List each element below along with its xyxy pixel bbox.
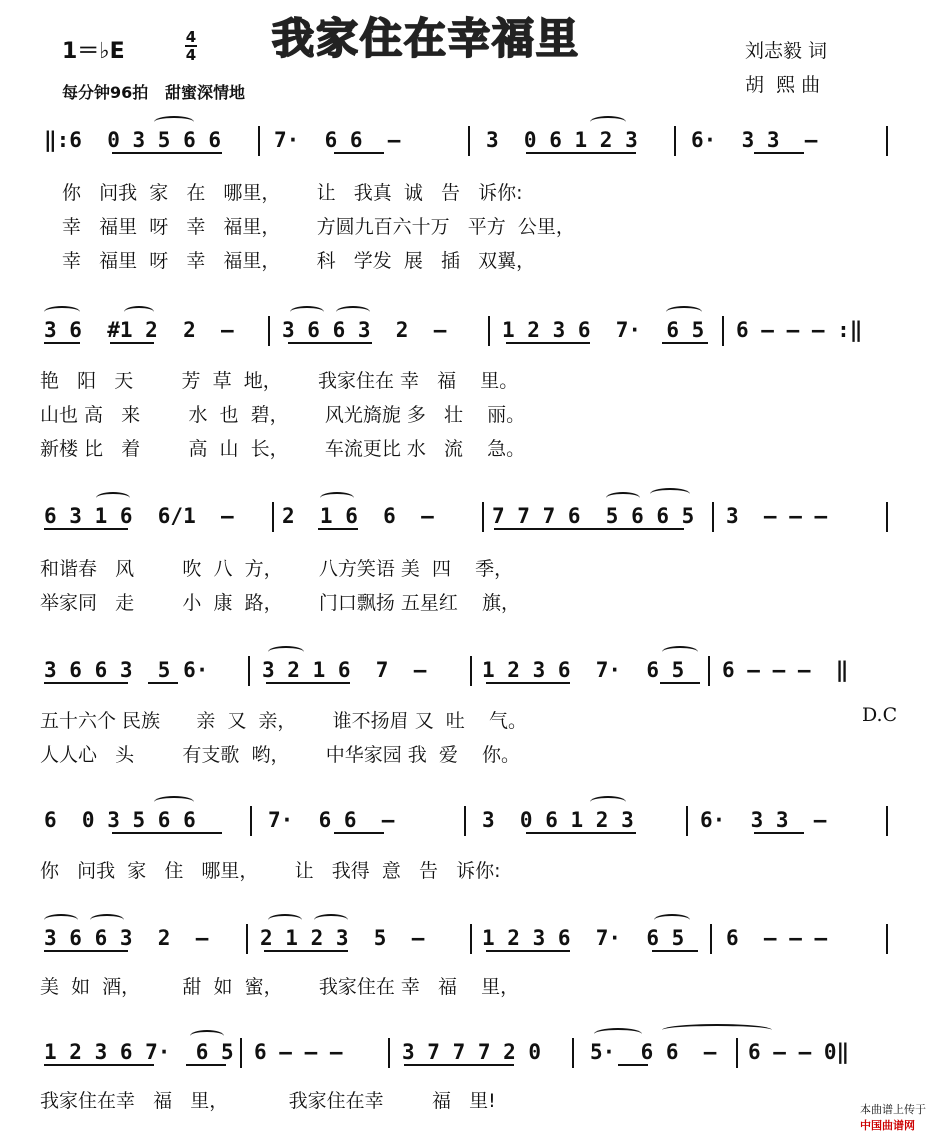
measure: 7· 6 6 —	[274, 128, 401, 152]
lyricist: 刘志毅 词	[745, 40, 828, 62]
lyric-line: 举家同 走 小 康 路， 门口飘扬 五星红 旗，	[40, 592, 521, 614]
time-denominator: 4	[185, 46, 197, 64]
lyric-line: 山也 高 来 水 也 碧， 风光旖旎 多 壮 丽。	[40, 404, 526, 426]
lyric-line: 新楼 比 着 高 山 长， 车流更比 水 流 急。	[40, 438, 526, 460]
site-logo: 中国曲谱网	[860, 1119, 915, 1132]
song-title: 我家住在幸福里	[272, 14, 581, 63]
measure: 3 6 6 3 2 —	[44, 926, 209, 950]
measure: 2 1 6 6 —	[282, 504, 434, 528]
time-signature	[185, 30, 197, 62]
measure: 1 2 3 6 7· 6 5	[502, 318, 705, 342]
measure: ‖:6 0 3 5 6 6	[44, 128, 222, 152]
measure: 1 2 3 6 7· 6 5	[44, 1040, 234, 1064]
measure: 6· 3 3 —	[691, 128, 818, 152]
lyric-line: 我家住在幸 福 里， 我家住在幸 福 里!	[40, 1090, 496, 1112]
lyric-line: 艳 阳 天 芳 草 地， 我家住在 幸 福 里。	[40, 370, 519, 392]
measure: 6· 3 3 —	[700, 808, 827, 832]
tempo-marking: 每分钟96拍 甜蜜深情地	[62, 83, 245, 102]
lyric-line: 你 问我 家 住 哪里， 让 我得 意 告 诉你:	[40, 860, 501, 882]
measure: 3 — — —	[726, 504, 828, 528]
lyric-line: 幸 福里 呀 幸 福里， 科 学发 展 插 双翼，	[62, 250, 536, 272]
measure: 6 — — —	[726, 926, 828, 950]
lyric-line: 美 如 酒， 甜 如 蜜， 我家住在 幸 福 里，	[40, 976, 520, 998]
upload-note: 本曲谱上传于	[860, 1103, 926, 1116]
measure: 3 7 7 7 2 0	[402, 1040, 542, 1064]
measure: 3 6 #1 2 2 —	[44, 318, 234, 342]
measure: 6 — — — :‖	[736, 318, 863, 342]
measure: 1 2 3 6 7· 6 5	[482, 658, 685, 682]
measure: 6 — — —	[254, 1040, 343, 1064]
measure: 6 — — 0‖	[748, 1040, 850, 1064]
measure: 3 6 6 3 2 —	[282, 318, 447, 342]
lyric-line: 你 问我 家 在 哪里， 让 我真 诚 告 诉你:	[62, 182, 523, 204]
measure: 7· 6 6 —	[268, 808, 395, 832]
measure: 3 0 6 1 2 3	[486, 128, 638, 152]
measure: 3 0 6 1 2 3	[482, 808, 634, 832]
time-numerator: 4	[185, 28, 197, 46]
lyric-line: 人人心 头 有支歌 哟， 中华家园 我 爱 你。	[40, 744, 521, 766]
measure: 5· 6 6 —	[590, 1040, 717, 1064]
key-signature: 1＝♭E	[62, 39, 125, 64]
measure: 7 7 7 6 5 6 6 5	[492, 504, 695, 528]
da-capo-marking: D.C	[862, 704, 898, 726]
lyric-line: 幸 福里 呀 幸 福里， 方圆九百六十万 平方 公里，	[62, 216, 575, 238]
measure: 3 6 6 3 5 6·	[44, 658, 209, 682]
measure: 2 1 2 3 5 —	[260, 926, 425, 950]
measure: 3 2 1 6 7 —	[262, 658, 427, 682]
footer-watermark	[853, 1088, 926, 1133]
lyric-line: 和谐春 风 吹 八 方， 八方笑语 美 四 季，	[40, 558, 514, 580]
composer: 胡 熙 曲	[745, 74, 821, 96]
measure: 6 0 3 5 6 6	[44, 808, 196, 832]
lyric-line: 五十六个 民族 亲 又 亲， 谁不扬眉 又 吐 气。	[40, 710, 527, 732]
measure: 6 3 1 6 6/1 —	[44, 504, 234, 528]
measure: 6 — — — ‖	[722, 658, 849, 682]
measure: 1 2 3 6 7· 6 5	[482, 926, 685, 950]
